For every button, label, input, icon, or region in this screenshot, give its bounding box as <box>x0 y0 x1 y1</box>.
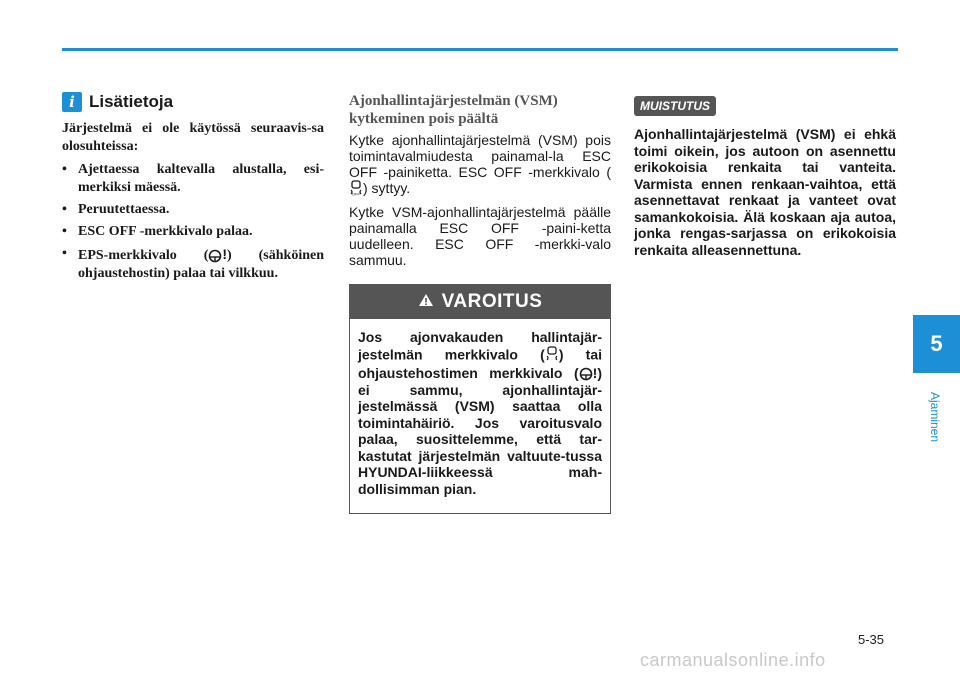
warning-triangle-icon <box>418 291 434 313</box>
warning-header <box>350 285 610 319</box>
note-text: Ajonhallintajärjestelmä (VSM) ei ehkä toimi oikein, jos autoon on asennettu erikokoisia renkaita tai vanteita. Varmista ennen renkaan-vaihtoa, että asennettavat renkaat ja vanteet ovat samankokoisia. Älä koskaan aja autoa, jonka rengas-sarjassa on erikokoisia renkaita alleasennettuna. <box>634 126 896 258</box>
info-title: Lisätietoja <box>89 92 174 111</box>
list-item: • Peruutettaessa. <box>62 201 324 219</box>
note-label: MUISTUTUS <box>634 96 716 116</box>
warning-part-3: ) ei sammu, ajonhallintajär-jestelmässä (VSM) saattaa olla toimintahäiriö. Jos varoitusvalo palaa, suosittelemme, että tar-kastutat järjestelmän valtuute-tussa HYUNDAI-liikkeessä mah-dollisimman pian. <box>358 365 602 497</box>
warning-box <box>349 284 611 514</box>
chapter-number-tab: 5 <box>913 315 960 373</box>
header-rule <box>62 48 898 51</box>
vsm-paragraph-2: Kytke VSM-ajonhallintajärjestelmä päälle painamalla ESC OFF -paini-ketta uudelleen. ESC OFF -merkki-valo sammuu. <box>349 204 611 268</box>
info-intro: Järjestelmä ei ole käytössä seuraavis-sa olosuhteissa: <box>62 121 324 154</box>
watermark: carmanualsonline.info <box>640 650 826 670</box>
page-number: 5-35 <box>858 632 885 647</box>
vsm-para1-prefix: Kytke ajonhallintajärjestelmä (VSM) pois toimintavalmiudesta painamal-la ESC OFF -painiketta. ESC OFF -merkkivalo ( <box>349 132 611 180</box>
warning-title: VAROITUS <box>441 291 543 312</box>
info-bullet-list <box>62 161 324 283</box>
vsm-title: Ajonhallintajärjestelmän (VSM) kytkeminen pois päältä <box>349 93 558 127</box>
eps-bullet-suffix: ) (sähköinen ohjaustehostin) palaa tai vilkkuu. <box>78 248 324 281</box>
warning-text <box>350 319 610 497</box>
steering-wheel-icon <box>208 249 222 263</box>
vsm-indicator-icon <box>545 346 559 366</box>
info-header <box>62 92 324 112</box>
note-section <box>634 96 896 258</box>
steering-wheel-icon <box>579 367 593 381</box>
info-section <box>62 92 324 287</box>
list-item: • ESC OFF -merkkivalo palaa. <box>62 223 324 241</box>
chapter-label: Ajaminen <box>928 391 942 443</box>
esc-off-indicator-icon <box>349 180 363 199</box>
list-item: • Ajettaessa kaltevalla alustalla, esi-merkiksi mäessä. <box>62 161 324 197</box>
warning-part-1: Jos ajonvakauden hallintajär-jestelmän merkkivalo ( <box>358 329 602 362</box>
warning-exclamation: ! <box>592 365 598 381</box>
list-item-eps <box>62 245 324 283</box>
vsm-para1-suffix: ) syttyy. <box>363 180 411 197</box>
vsm-section <box>349 92 611 273</box>
info-icon: i <box>62 92 82 112</box>
vsm-paragraph-1 <box>349 132 611 199</box>
warning-part-2: ) tai ohjaustehostimen merkkivalo ( <box>358 345 603 381</box>
svg-text:OFF: OFF <box>352 191 360 196</box>
eps-exclamation: ! <box>222 246 228 262</box>
eps-bullet-prefix: EPS-merkkivalo ( <box>78 248 209 263</box>
